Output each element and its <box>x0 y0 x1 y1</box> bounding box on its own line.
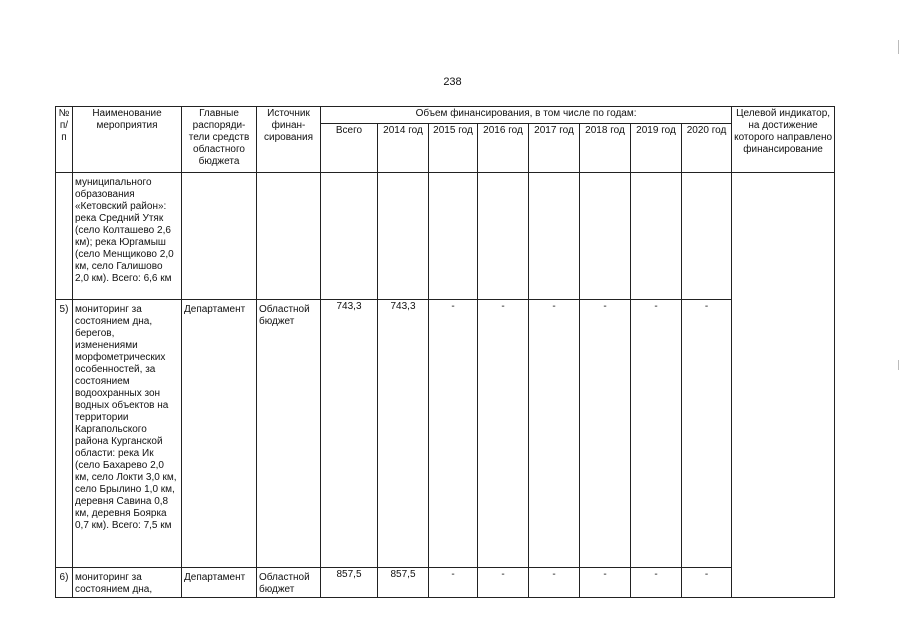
row-manager: Департамент <box>182 300 257 568</box>
row-2019 <box>631 173 682 300</box>
table-row <box>56 173 835 300</box>
row-name: мониторинг за состоянием дна, берегов, изменениями морфометрических особенностей, за состоянием водоохранных зон водных объектов на территории Каргапольского района Курганской области: река Ик (село Бахарево 2,0 км, село Локти 3,0 км, село Брылино 1,0 км, деревня Савина 0,8 км, деревня Боярка 0,7 км). Всего: 7,5 км <box>73 300 182 568</box>
header-year: 2019 год <box>631 124 682 173</box>
row-indicator <box>732 173 835 598</box>
row-2014: 857,5 <box>378 568 429 598</box>
row-2020: - <box>682 300 732 568</box>
header-year: 2015 год <box>429 124 478 173</box>
row-source <box>257 173 321 300</box>
row-2016: - <box>478 568 529 598</box>
header-source: Источник финан-сирования <box>257 107 321 173</box>
row-manager: Департамент <box>182 568 257 598</box>
header-volume: Объем финансирования, в том числе по годам: <box>321 107 732 124</box>
row-num: 6) <box>56 568 73 598</box>
row-num <box>56 173 73 300</box>
row-source: Областной бюджет <box>257 300 321 568</box>
header-num: № п/п <box>56 107 73 173</box>
row-total <box>321 173 378 300</box>
row-total: 857,5 <box>321 568 378 598</box>
header-total: Всего <box>321 124 378 173</box>
row-2017 <box>529 173 580 300</box>
row-2019: - <box>631 300 682 568</box>
row-2016 <box>478 173 529 300</box>
header-managers: Главные распоряди-тели средств областного бюджета <box>182 107 257 173</box>
row-name: муниципального образования «Кетовский район»: река Средний Утяк (село Колташево 2,6 км); река Юргамыш (село Менщиково 2,0 км, село Галишово 2,0 км). Всего: 6,6 км <box>73 173 182 300</box>
table-row <box>56 300 835 568</box>
header-year: 2018 год <box>580 124 631 173</box>
row-2015: - <box>429 568 478 598</box>
row-2015: - <box>429 300 478 568</box>
row-source: Областной бюджет <box>257 568 321 598</box>
header-indicator: Целевой индикатор, на достижение которого направлено финансирование <box>732 107 835 173</box>
header-year: 2017 год <box>529 124 580 173</box>
table-row <box>56 568 835 598</box>
row-2017: - <box>529 300 580 568</box>
scan-mark <box>898 40 899 54</box>
row-2017: - <box>529 568 580 598</box>
page-number: 238 <box>443 76 462 88</box>
row-total: 743,3 <box>321 300 378 568</box>
header-name: Наименование мероприятия <box>73 107 182 173</box>
row-2020 <box>682 173 732 300</box>
row-2018 <box>580 173 631 300</box>
row-2015 <box>429 173 478 300</box>
scan-mark <box>898 360 899 370</box>
header-year: 2016 год <box>478 124 529 173</box>
header-year: 2020 год <box>682 124 732 173</box>
row-2020: - <box>682 568 732 598</box>
row-2014: 743,3 <box>378 300 429 568</box>
row-2019: - <box>631 568 682 598</box>
row-2014 <box>378 173 429 300</box>
row-manager <box>182 173 257 300</box>
row-2018: - <box>580 568 631 598</box>
header-year: 2014 год <box>378 124 429 173</box>
row-name: мониторинг за состоянием дна, <box>73 568 182 598</box>
row-num: 5) <box>56 300 73 568</box>
financing-table <box>55 106 835 598</box>
row-2016: - <box>478 300 529 568</box>
row-2018: - <box>580 300 631 568</box>
